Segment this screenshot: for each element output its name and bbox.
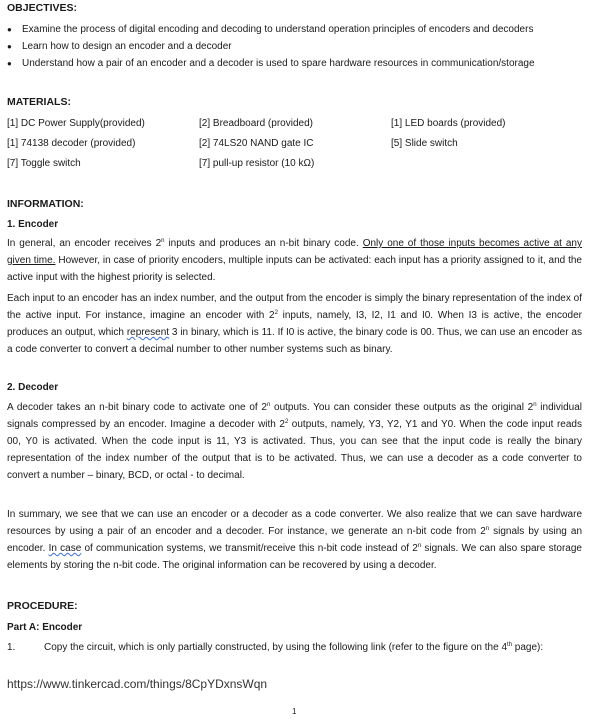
material-item: [2] Breadboard (provided) xyxy=(199,118,313,129)
materials-heading: MATERIALS: xyxy=(7,96,71,108)
objectives-list xyxy=(7,21,587,72)
material-item: [7] Toggle switch xyxy=(7,158,81,169)
material-item: [5] Slide switch xyxy=(391,138,458,149)
material-item: [1] DC Power Supply(provided) xyxy=(7,118,145,129)
procedure-heading: PROCEDURE: xyxy=(7,600,78,612)
part-a-title: Part A: Encoder xyxy=(7,622,83,633)
list-item: ● Understand how a pair of an encoder and a decoder is used to spare hardware resources in communication/storage xyxy=(7,55,587,72)
tinkercad-link[interactable]: https://www.tinkercad.com/things/8CpYDxnsWqn xyxy=(7,677,268,691)
material-item: [2] 74LS20 NAND gate IC xyxy=(199,138,314,149)
step-1-text: Copy the circuit, which is only partially constructed, by using the following link (refer to the figure on the 4th page): xyxy=(44,642,544,653)
list-item: ● Learn how to design an encoder and a decoder xyxy=(7,38,587,55)
objectives-heading: OBJECTIVES: xyxy=(7,2,78,14)
step-number: 1. xyxy=(7,642,16,653)
list-item: ● Examine the process of digital encoding and decoding to understand operation principles of encoders and decoders xyxy=(7,21,587,38)
encoder-title: 1. Encoder xyxy=(7,219,59,230)
material-item: [7] pull-up resistor (10 kΩ) xyxy=(199,158,315,169)
decoder-paragraph-1: A decoder takes an n-bit binary code to activate one of 2$^n$ outputs. You can consider these outputs as the original 2$^n$ individual signals compressed by an encoder. Imagine a decoder with $2^2$ outputs, namely, Y3, Y2, Y1 and Y0. When the code input reads 00, Y0 is activated. When the code input is 11, Y3 is activated. Thus, you can see that the input code is really the binary representation of the index number of the output that is to be activated. Thus, we can use a decoder as a code converter to convert a number – binary, BCD, or octal - to decimal. xyxy=(7,402,582,481)
decoder-title: 2. Decoder xyxy=(7,382,59,393)
information-heading: INFORMATION: xyxy=(7,198,84,210)
material-item: [1] 74138 decoder (provided) xyxy=(7,138,136,149)
summary-paragraph: In summary, we see that we can use an encoder or a decoder as a code converter. We also realize that we can save hardware resources by using a pair of an encoder and a decoder. For instance, we generate an n-bit code from 2$^n$ signals by using an encoder. In case of communication systems, we transmit/receive this n-bit code instead of 2$^n$ signals. We can also spare storage elements by storing the n-bit code. The original information can be recovered by using a decoder. xyxy=(7,509,583,571)
page-number: 1 xyxy=(292,707,297,716)
encoder-paragraph-1: In general, an encoder receives 2$^n$ inputs and produces an n-bit binary code. Only one of those inputs becomes active at any given time. However, in case of priority encoders, multiple inputs can be activated: each input has a priority assigned to it, and the active input with the highest priority is selected. xyxy=(7,238,582,283)
material-item: [1] LED boards (provided) xyxy=(391,118,506,129)
encoder-paragraph-2: Each input to an encoder has an index number, and the output from the encoder is simply the binary representation of the index of the active input. For instance, imagine an encoder with $2^2$ inputs, namely, I3, I2, I1 and I0. When I3 is active, the encoder produces an output, which represent 3 in binary, which is 11. If I0 is active, the binary code is 00. Thus, we can use an encoder as a code converter to convert a decimal number to other number systems such as binary. xyxy=(7,293,582,355)
